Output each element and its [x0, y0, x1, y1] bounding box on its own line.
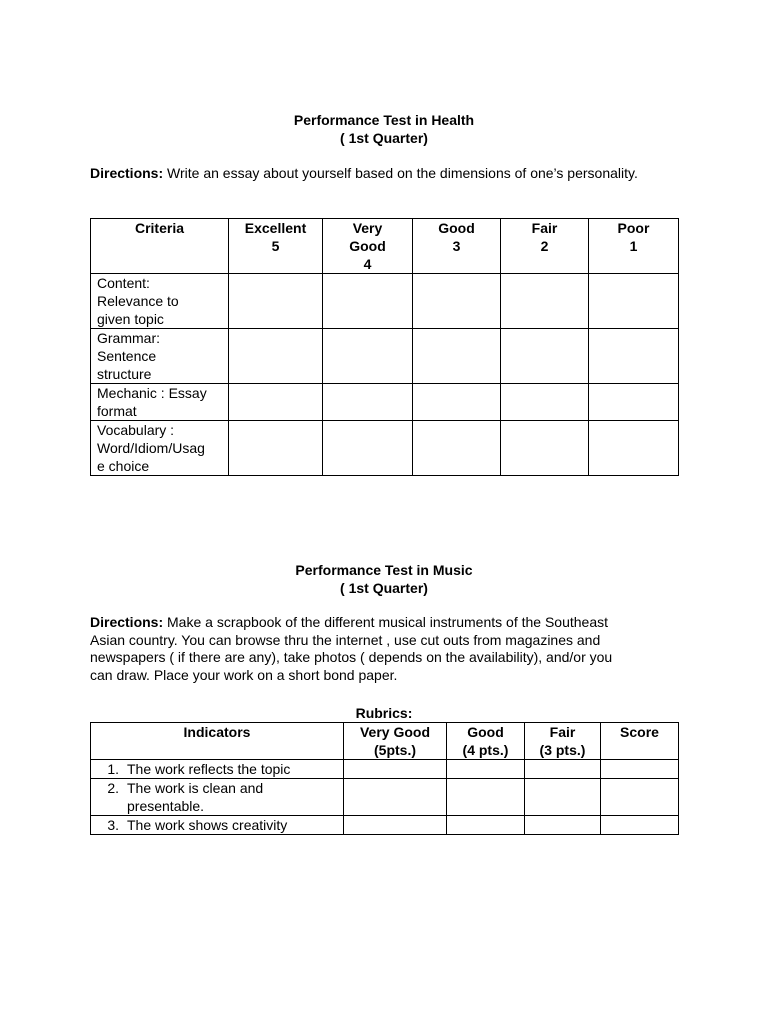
- table-row: [91, 779, 679, 816]
- score-cell[interactable]: [501, 329, 589, 384]
- header-very-good: Very Good 4: [323, 219, 413, 274]
- score-cell[interactable]: [229, 274, 323, 329]
- table-row: [91, 384, 679, 421]
- score-cell[interactable]: [589, 329, 679, 384]
- criteria-content: Content: Relevance to given topic: [91, 274, 229, 329]
- score-cell[interactable]: [413, 329, 501, 384]
- score-cell[interactable]: [229, 329, 323, 384]
- header-good: Good (4 pts.): [447, 723, 525, 760]
- header-poor: Poor 1: [589, 219, 679, 274]
- score-cell[interactable]: [413, 384, 501, 421]
- score-cell[interactable]: [447, 816, 525, 835]
- header-excellent: Excellent 5: [229, 219, 323, 274]
- header-very-good: Very Good (5pts.): [344, 723, 447, 760]
- indicator-cell: 3. The work shows creativity: [91, 816, 344, 835]
- table-row: [91, 329, 679, 384]
- score-cell[interactable]: [525, 760, 601, 779]
- header-fair: Fair (3 pts.): [525, 723, 601, 760]
- music-directions-line: newspapers ( if there are any), take photos ( depends on the availability), and/or you: [90, 649, 613, 665]
- music-directions-line: Make a scrapbook of the different musical instruments of the Southeast: [167, 614, 608, 630]
- music-directions-label: Directions:: [90, 614, 164, 630]
- score-cell[interactable]: [589, 384, 679, 421]
- health-title-line2: ( 1st Quarter): [340, 130, 428, 146]
- score-cell[interactable]: [501, 384, 589, 421]
- score-cell[interactable]: [601, 816, 679, 835]
- music-table-header-row: [91, 723, 679, 760]
- score-cell[interactable]: [344, 760, 447, 779]
- indicator-cell: 2. The work is clean and presentable.: [91, 779, 344, 816]
- header-good: Good 3: [413, 219, 501, 274]
- score-cell[interactable]: [447, 779, 525, 816]
- score-cell[interactable]: [501, 274, 589, 329]
- criteria-grammar: Grammar: Sentence structure: [91, 329, 229, 384]
- header-indicators: Indicators: [91, 723, 344, 760]
- score-cell[interactable]: [323, 274, 413, 329]
- score-cell[interactable]: [323, 384, 413, 421]
- score-cell[interactable]: [525, 779, 601, 816]
- health-title-line1: Performance Test in Health: [293, 112, 475, 128]
- music-directions: [90, 614, 678, 684]
- music-title: [90, 561, 678, 597]
- health-directions-label: Directions:: [90, 165, 164, 181]
- score-cell[interactable]: [589, 421, 679, 476]
- score-cell[interactable]: [525, 816, 601, 835]
- health-directions-text: Write an essay about yourself based on the dimensions of one’s personality.: [167, 165, 638, 181]
- score-cell[interactable]: [323, 329, 413, 384]
- criteria-mechanic: Mechanic : Essay format: [91, 384, 229, 421]
- score-cell[interactable]: [413, 274, 501, 329]
- score-cell[interactable]: [501, 421, 589, 476]
- header-fair: Fair 2: [501, 219, 589, 274]
- table-row: [91, 421, 679, 476]
- score-cell[interactable]: [229, 421, 323, 476]
- criteria-vocabulary: Vocabulary : Word/Idiom/Usag e choice: [91, 421, 229, 476]
- header-criteria: Criteria: [91, 219, 229, 274]
- health-directions: [90, 165, 678, 183]
- table-row: [91, 274, 679, 329]
- score-cell[interactable]: [344, 816, 447, 835]
- music-rubric-table: [90, 722, 679, 835]
- score-cell[interactable]: [589, 274, 679, 329]
- health-rubric-table: [90, 218, 679, 476]
- score-cell[interactable]: [344, 779, 447, 816]
- rubrics-label: Rubrics:: [355, 705, 413, 721]
- header-score: Score: [601, 723, 679, 760]
- score-cell[interactable]: [323, 421, 413, 476]
- table-row: [91, 760, 679, 779]
- table-row: [91, 816, 679, 835]
- score-cell[interactable]: [229, 384, 323, 421]
- music-directions-line: Asian country. You can browse thru the internet , use cut outs from magazines and: [90, 631, 601, 648]
- music-title-line2: ( 1st Quarter): [340, 580, 428, 596]
- health-table-header-row: [91, 219, 679, 274]
- score-cell[interactable]: [447, 760, 525, 779]
- score-cell[interactable]: [601, 779, 679, 816]
- health-title: [90, 111, 678, 147]
- music-title-line1: Performance Test in Music: [295, 562, 473, 578]
- indicator-cell: 1. The work reflects the topic: [91, 760, 344, 779]
- score-cell[interactable]: [601, 760, 679, 779]
- music-directions-line: can draw. Place your work on a short bond paper.: [90, 666, 398, 683]
- score-cell[interactable]: [413, 421, 501, 476]
